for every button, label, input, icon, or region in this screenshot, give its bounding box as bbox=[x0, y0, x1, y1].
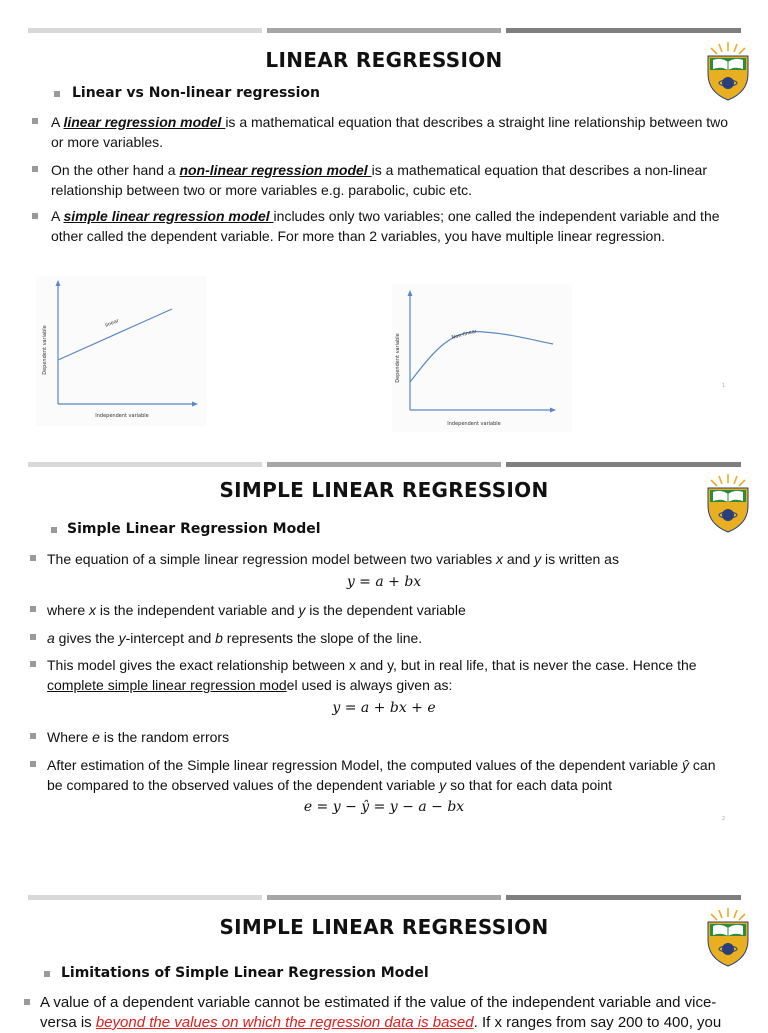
bullet-marker bbox=[30, 733, 36, 739]
bullet-simple-model bbox=[51, 206, 720, 246]
var-y: y bbox=[439, 777, 447, 793]
bullet-marker bbox=[51, 527, 57, 533]
keyword-simple-linear-regression-model: simple linear regression model bbox=[63, 208, 274, 224]
slide-1 bbox=[0, 0, 768, 448]
text: is the independent variable and bbox=[96, 602, 299, 618]
bullet-linear-model bbox=[51, 112, 728, 152]
text: and bbox=[503, 551, 535, 567]
var-x: x bbox=[89, 602, 97, 618]
text: After estimation of the Simple linear regression Model, the computed values of the dependent variable bbox=[47, 757, 683, 773]
header-bars bbox=[28, 28, 741, 33]
bullet-marker bbox=[54, 91, 60, 97]
text: . If x ranges from say 200 to 400, you bbox=[473, 1014, 722, 1031]
non-linear-graph bbox=[392, 284, 572, 432]
var-b: b bbox=[215, 630, 223, 646]
text: other called the dependent variable. For more than 2 variables, you have multiple linear regression. bbox=[51, 228, 666, 244]
bullet-marker bbox=[32, 118, 38, 124]
bullet-marker bbox=[32, 213, 38, 219]
var-y-hat: ŷ bbox=[682, 757, 690, 773]
text: includes only two variables; one called the independent variable and the bbox=[273, 208, 720, 224]
curve-label: Non-linear bbox=[450, 328, 478, 341]
bullet-marker bbox=[32, 166, 38, 172]
text: The equation of a simple linear regression model between two variables bbox=[47, 551, 497, 567]
bullet-equation-intro bbox=[47, 549, 619, 569]
text: can bbox=[689, 757, 716, 773]
text: is written as bbox=[541, 551, 619, 567]
text: versa is bbox=[40, 1014, 96, 1031]
bullet-nonlinear-model bbox=[51, 160, 707, 200]
slide-title: SIMPLE LINEAR REGRESSION bbox=[219, 478, 549, 502]
header-bar-mid bbox=[267, 28, 501, 33]
var-x: x bbox=[496, 551, 504, 567]
header-bar-light bbox=[28, 895, 262, 900]
text: is a mathematical equation that describes a straight line relationship between two bbox=[225, 114, 729, 130]
page-number: 1 bbox=[722, 383, 726, 389]
header-bar-light bbox=[28, 28, 262, 33]
equation-complete-model: y = a + bx + e bbox=[332, 700, 436, 716]
x-axis-label: Independent variable bbox=[95, 413, 149, 419]
slide-title: SIMPLE LINEAR REGRESSION bbox=[219, 915, 549, 939]
text: is the dependent variable bbox=[305, 602, 466, 618]
curve-label: linear bbox=[104, 317, 120, 329]
text: is the random errors bbox=[99, 729, 230, 745]
bullet-intercept-slope bbox=[47, 628, 422, 648]
university-logo bbox=[703, 472, 753, 534]
var-e: e bbox=[92, 729, 100, 745]
slide-3 bbox=[0, 886, 768, 1031]
header-bars bbox=[28, 462, 741, 467]
text: This model gives the exact relationship between x and y, but in real life, that is never the case. Hence the bbox=[47, 657, 697, 673]
text: -intercept and bbox=[125, 630, 216, 646]
var-y: y bbox=[298, 602, 306, 618]
x-axis-label: Independent variable bbox=[447, 421, 501, 427]
header-bars bbox=[28, 895, 741, 900]
sub-heading: Limitations of Simple Linear Regression Model bbox=[61, 965, 429, 981]
text: el used is always given as: bbox=[286, 677, 453, 693]
text: relationship between two or more variables e.g. parabolic, cubic etc. bbox=[51, 182, 472, 198]
bullet-marker bbox=[30, 634, 36, 640]
header-bar-dark bbox=[506, 28, 741, 33]
underlined-text: complete simple linear regression mod bbox=[47, 677, 287, 693]
university-logo bbox=[703, 906, 753, 968]
bullet-marker bbox=[44, 971, 50, 977]
slide-2 bbox=[0, 448, 768, 868]
text: On the other hand a bbox=[51, 162, 180, 178]
bullet-real-life bbox=[47, 655, 697, 695]
bullet-estimation bbox=[47, 755, 716, 795]
text: represents the slope of the line. bbox=[222, 630, 423, 646]
keyword-linear-regression-model: linear regression model bbox=[63, 114, 226, 130]
bullet-marker bbox=[30, 555, 36, 561]
text: A value of a dependent variable cannot be estimated if the value of the independent variable and vice- bbox=[40, 994, 717, 1011]
y-axis-label: Dependent variable bbox=[42, 325, 48, 375]
header-bar-dark bbox=[506, 895, 741, 900]
sub-heading: Simple Linear Regression Model bbox=[67, 521, 321, 537]
keyword-non-linear-regression-model: non-linear regression model bbox=[179, 162, 372, 178]
text: is a mathematical equation that describes a non-linear bbox=[371, 162, 708, 178]
header-bar-mid bbox=[267, 462, 501, 467]
header-bar-light bbox=[28, 462, 262, 467]
bullet-marker bbox=[24, 999, 30, 1005]
text: A bbox=[51, 208, 64, 224]
text: so that for each data point bbox=[446, 777, 613, 793]
bullet-marker bbox=[30, 606, 36, 612]
linear-graph bbox=[36, 276, 206, 426]
var-a: a bbox=[47, 630, 55, 646]
bullet-limitation-range bbox=[40, 993, 721, 1033]
text: Where bbox=[47, 729, 93, 745]
text: gives the bbox=[54, 630, 119, 646]
text: where bbox=[47, 602, 90, 618]
sub-heading: Linear vs Non-linear regression bbox=[72, 85, 321, 101]
bullet-marker bbox=[30, 761, 36, 767]
header-bar-dark bbox=[506, 462, 741, 467]
header-bar-mid bbox=[267, 895, 501, 900]
highlighted-text: beyond the values on which the regression data is based bbox=[95, 1014, 474, 1031]
var-y: y bbox=[534, 551, 542, 567]
bullet-random-errors bbox=[47, 727, 229, 747]
var-y: y bbox=[118, 630, 126, 646]
text: A bbox=[51, 114, 64, 130]
slide-title: LINEAR REGRESSION bbox=[265, 48, 503, 72]
equation-model: y = a + bx bbox=[346, 574, 422, 590]
bullet-marker bbox=[30, 661, 36, 667]
y-axis-label: Dependent variable bbox=[395, 333, 401, 383]
bullet-variable-definitions bbox=[47, 600, 466, 620]
text: or more variables. bbox=[51, 134, 164, 150]
university-logo bbox=[703, 40, 753, 102]
page-number: 2 bbox=[722, 816, 726, 822]
text: be compared to the observed values of the dependent variable bbox=[47, 777, 440, 793]
equation-error: e = y − ŷ = y − a − bx bbox=[303, 799, 465, 815]
